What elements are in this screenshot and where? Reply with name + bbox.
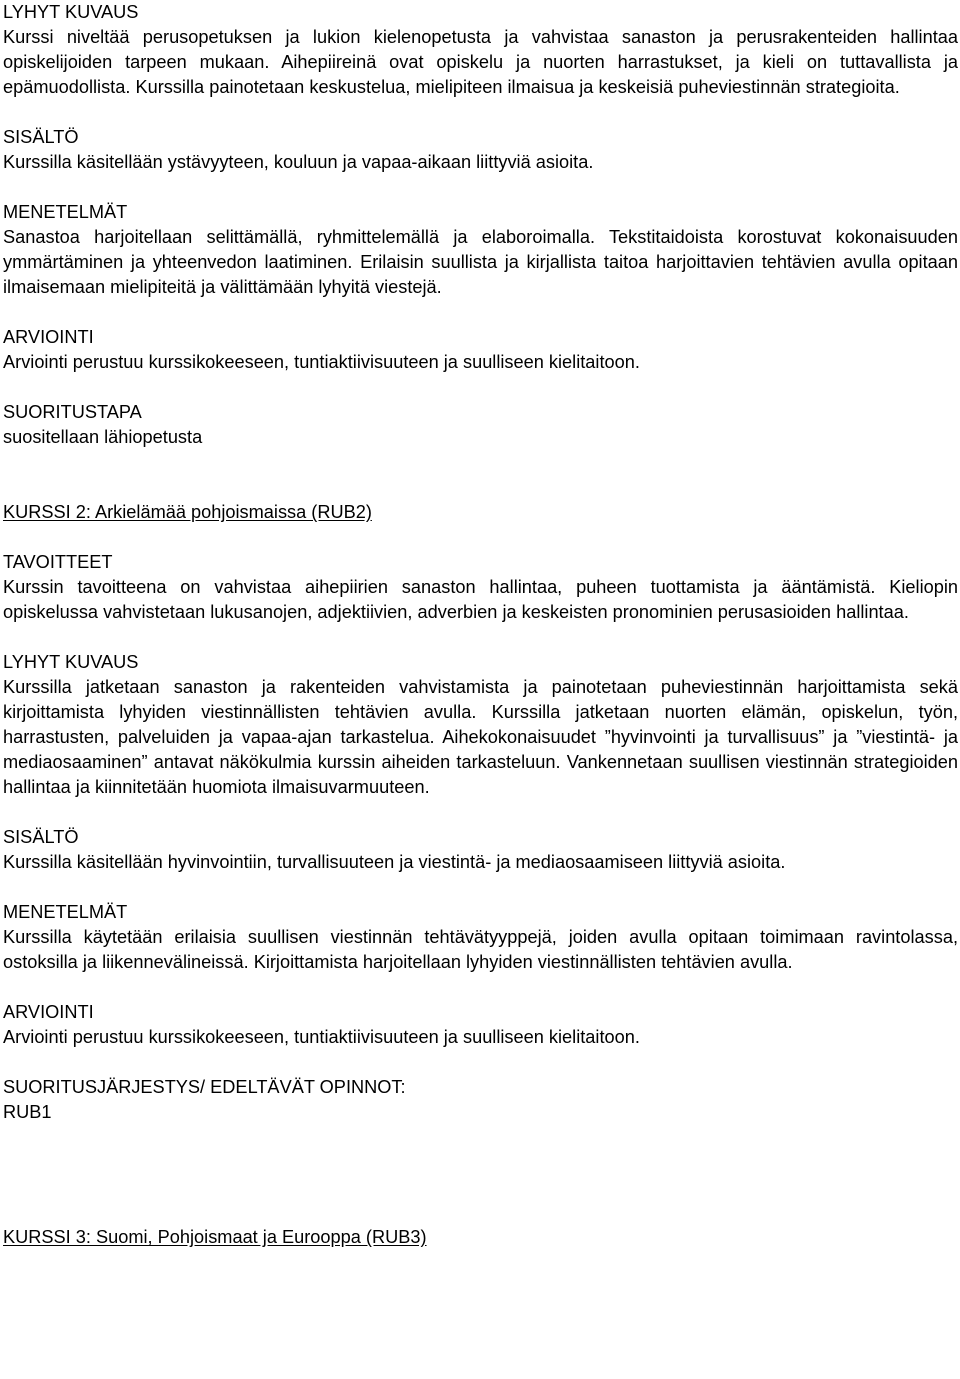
spacer bbox=[3, 875, 958, 900]
section-text: Kurssilla jatketaan sanaston ja rakenteiden vahvistamista ja painotetaan puheviestinnän harjoittamista sekä kirjoittamista lyhyiden viestinnällisten tehtävien avulla. Kurssilla jatketaan nuorten elämän, opiskelun, työn, harrastusten, palveluiden ja vapaa-ajan tarkastelua. Aihekokonaisuudet ”hyvinvointi ja turvallisuus” ja ”viestintä- ja mediaosaaminen” antavat näkökulmia kurssin aiheiden tarkasteluun. Vankennetaan suullisen viestinnän strategioiden hallintaa ja kiinnitetään huomiota ilmaisuvarmuuteen. bbox=[3, 677, 958, 797]
section-heading: LYHYT KUVAUS bbox=[3, 652, 139, 672]
methods-section bbox=[3, 900, 958, 975]
section-text: RUB1 bbox=[3, 1102, 52, 1122]
short-description-section bbox=[3, 0, 958, 100]
assessment-section bbox=[3, 1000, 958, 1050]
spacer bbox=[3, 525, 958, 550]
section-text: Kurssilla käytetään erilaisia suullisen viestinnän tehtävätyyppejä, joiden avulla opitaan toimimaan ravintolassa, ostoksilla ja liikennevälineissä. Kirjoittamista harjoitellaan lyhyiden viestinnällisten tehtävien avulla. bbox=[3, 927, 958, 972]
section-heading: TAVOITTEET bbox=[3, 552, 113, 572]
section-text: Kurssilla käsitellään hyvinvointiin, turvallisuuteen ja viestintä- ja mediaosaamiseen liittyviä asioita. bbox=[3, 852, 786, 872]
section-heading: ARVIOINTI bbox=[3, 327, 94, 347]
section-heading: SISÄLTÖ bbox=[3, 127, 79, 147]
section-text: suositellaan lähiopetusta bbox=[3, 427, 203, 447]
section-heading: MENETELMÄT bbox=[3, 902, 128, 922]
spacer bbox=[3, 1125, 958, 1225]
content-section bbox=[3, 125, 958, 175]
spacer bbox=[3, 300, 958, 325]
spacer bbox=[3, 800, 958, 825]
content-section bbox=[3, 825, 958, 875]
section-text: Kurssi niveltää perusopetuksen ja lukion kielenopetusta ja vahvistaa sanaston ja perusrakenteiden hallintaa opiskelijoiden tarpeen mukaan. Aihepiireinä ovat opiskelu ja nuorten harrastukset, ja kieli on tuttavallista ja epämuodollista. Kurssilla painotetaan keskustelua, mielipiteen ilmaisua ja keskeisiä puheviestinnän strategioita. bbox=[3, 27, 958, 97]
section-text: Arviointi perustuu kurssikokeeseen, tuntiaktiivisuuteen ja suulliseen kielitaitoon. bbox=[3, 1027, 640, 1047]
spacer bbox=[3, 975, 958, 1000]
course-2-title: KURSSI 2: Arkielämää pohjoismaissa (RUB2) bbox=[3, 502, 372, 522]
document-page bbox=[3, 0, 958, 1250]
spacer bbox=[3, 100, 958, 125]
assessment-section bbox=[3, 325, 958, 375]
spacer bbox=[3, 1050, 958, 1075]
completion-method-section bbox=[3, 400, 958, 450]
spacer bbox=[3, 450, 958, 500]
section-heading: LYHYT KUVAUS bbox=[3, 2, 139, 22]
section-text: Arviointi perustuu kurssikokeeseen, tuntiaktiivisuuteen ja suulliseen kielitaitoon. bbox=[3, 352, 640, 372]
order-section bbox=[3, 1075, 958, 1125]
section-text: Kurssilla käsitellään ystävyyteen, kouluun ja vapaa-aikaan liittyviä asioita. bbox=[3, 152, 594, 172]
spacer bbox=[3, 375, 958, 400]
section-heading: SUORITUSJÄRJESTYS/ EDELTÄVÄT OPINNOT: bbox=[3, 1077, 406, 1097]
spacer bbox=[3, 175, 958, 200]
methods-section bbox=[3, 200, 958, 300]
section-text: Kurssin tavoitteena on vahvistaa aihepiirien sanaston hallintaa, puheen tuottamista ja ääntämistä. Kieliopin opiskelussa vahvistetaan lukusanojen, adjektiivien, adverbien ja keskeisten pronominien perusasioiden hallintaa. bbox=[3, 577, 958, 622]
section-heading: ARVIOINTI bbox=[3, 1002, 94, 1022]
section-heading: SUORITUSTAPA bbox=[3, 402, 142, 422]
section-heading: SISÄLTÖ bbox=[3, 827, 79, 847]
section-text: Sanastoa harjoitellaan selittämällä, ryhmittelemällä ja elaboroimalla. Tekstitaidoista korostuvat kokonaisuuden ymmärtäminen ja yhteenvedon laatiminen. Erilaisin suullista ja kirjallista taitoa harjoittavien tehtävien avulla opitaan ilmaisemaan mielipiteitä ja välittämään lyhyitä viestejä. bbox=[3, 227, 958, 297]
short-description-section bbox=[3, 650, 958, 800]
goals-section bbox=[3, 550, 958, 625]
section-heading: MENETELMÄT bbox=[3, 202, 128, 222]
spacer bbox=[3, 625, 958, 650]
course-3-title: KURSSI 3: Suomi, Pohjoismaat ja Eurooppa (RUB3) bbox=[3, 1227, 427, 1247]
